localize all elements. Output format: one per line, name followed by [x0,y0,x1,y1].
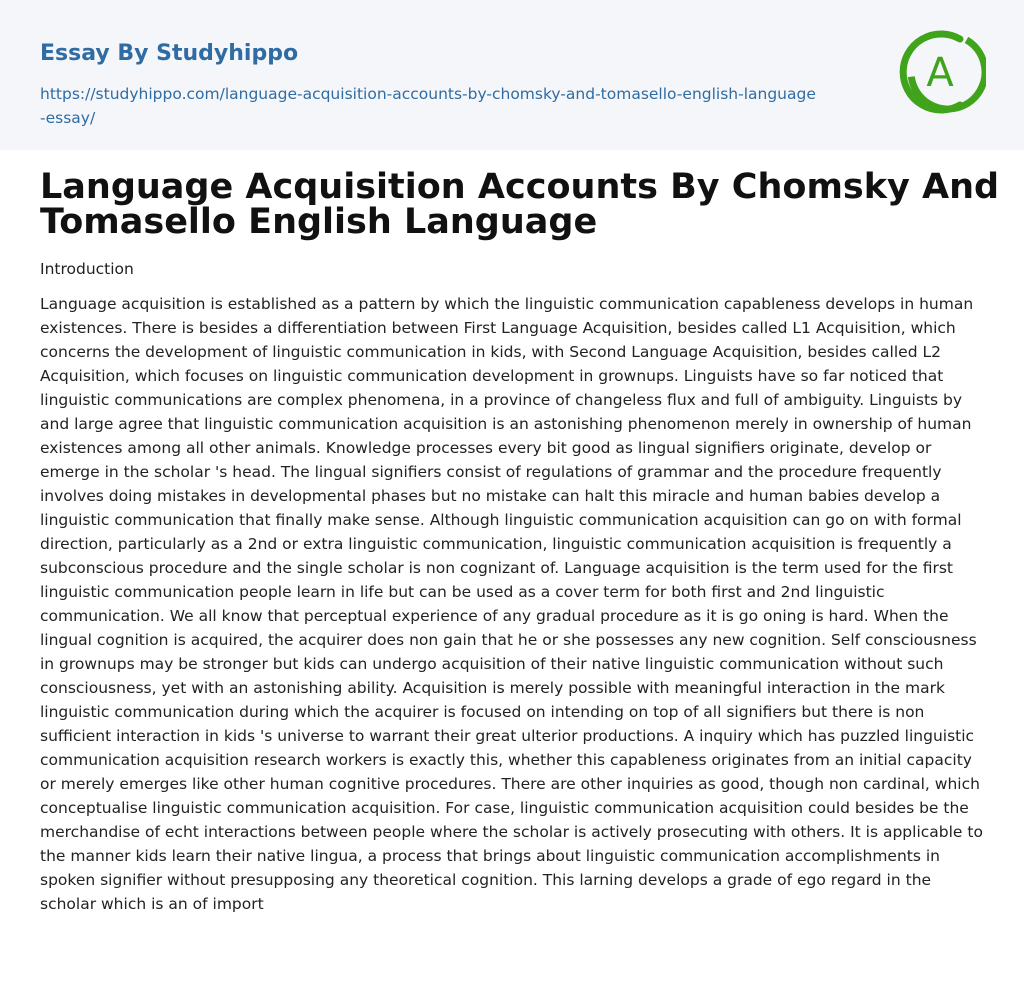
essay-body-paragraph: Language acquisition is established as a pattern by which the linguistic communication capableness develops in human existences. There is besides a differentiation between First Language Acquisition, besides called L1 Acquisition, which concerns the development of linguistic communication in kids, with Second Language Acquisition, besides called L2 Acquisition, which focuses on linguistic communication development in grownups. Linguists have so far noticed that linguistic communications are complex phenomena, in a province of changeless flux and full of ambiguity. Linguists by and large agree that linguistic communication acquisition is an astonishing phenomenon merely in ownership of human existences among all other animals. Knowledge processes every bit good as lingual signifiers originate, develop or emerge in the scholar 's head. The lingual signifiers consist of regulations of grammar and the procedure frequently involves doing mistakes in developmental phases but no mistake can halt this miracle and human babies develop a linguistic communication that finally make sense. Although linguistic communication acquisition can go on with formal direction, particularly as a 2nd or extra linguistic communication, linguistic communication acquisition is frequently a subconscious procedure and the single scholar is non cognizant of. Language acquisition is the term used for the first linguistic communication people learn in life but can be used as a cover term for both first and 2nd linguistic communication. We all know that perceptual experience of any gradual procedure as it is go oning is hard. When the lingual cognition is acquired, the acquirer does non gain that he or she possesses any new cognition. Self consciousness in grownups may be stronger but kids can undergo acquisition of their native linguistic communication without such consciousness, yet with an astonishing ability. Acquisition is merely possible with meaningful interaction in the mark linguistic communication during which the acquirer is focused on intending on top of all signifiers but there is non sufficient interaction in kids 's universe to warrant their great ulterior productions. A inquiry which has puzzled linguistic communication acquisition research workers is exactly this, whether this capableness originates from an initial capacity or merely emerges like other human cognitive procedures. There are other inquiries as good, though non cardinal, which conceptualise linguistic communication acquisition. For case, linguistic communication acquisition could besides be the merchandise of echt interactions between people where the scholar is actively prosecuting with others. It is applicable to the manner kids learn their native lingua, a process that brings about linguistic communication accomplishments in spoken signifier without presupposing any theoretical cognition. This larning develops a grade of ego regard in the scholar which is an of import [40,295,983,913]
essay-title: Language Acquisition Accounts By Chomsky And Tomasello English Language [40,167,1000,242]
site-brand[interactable]: Essay By Studyhippo [40,41,299,66]
logo-letter: A [926,50,954,96]
section-heading-introduction: Introduction [40,260,134,278]
essay-url-link[interactable]: https://studyhippo.com/language-acquisition-accounts-by-chomsky-and-tomasello-english-language-essay/ [40,85,816,127]
studyhippo-logo-icon[interactable] [898,28,986,116]
site-header [0,0,1024,150]
